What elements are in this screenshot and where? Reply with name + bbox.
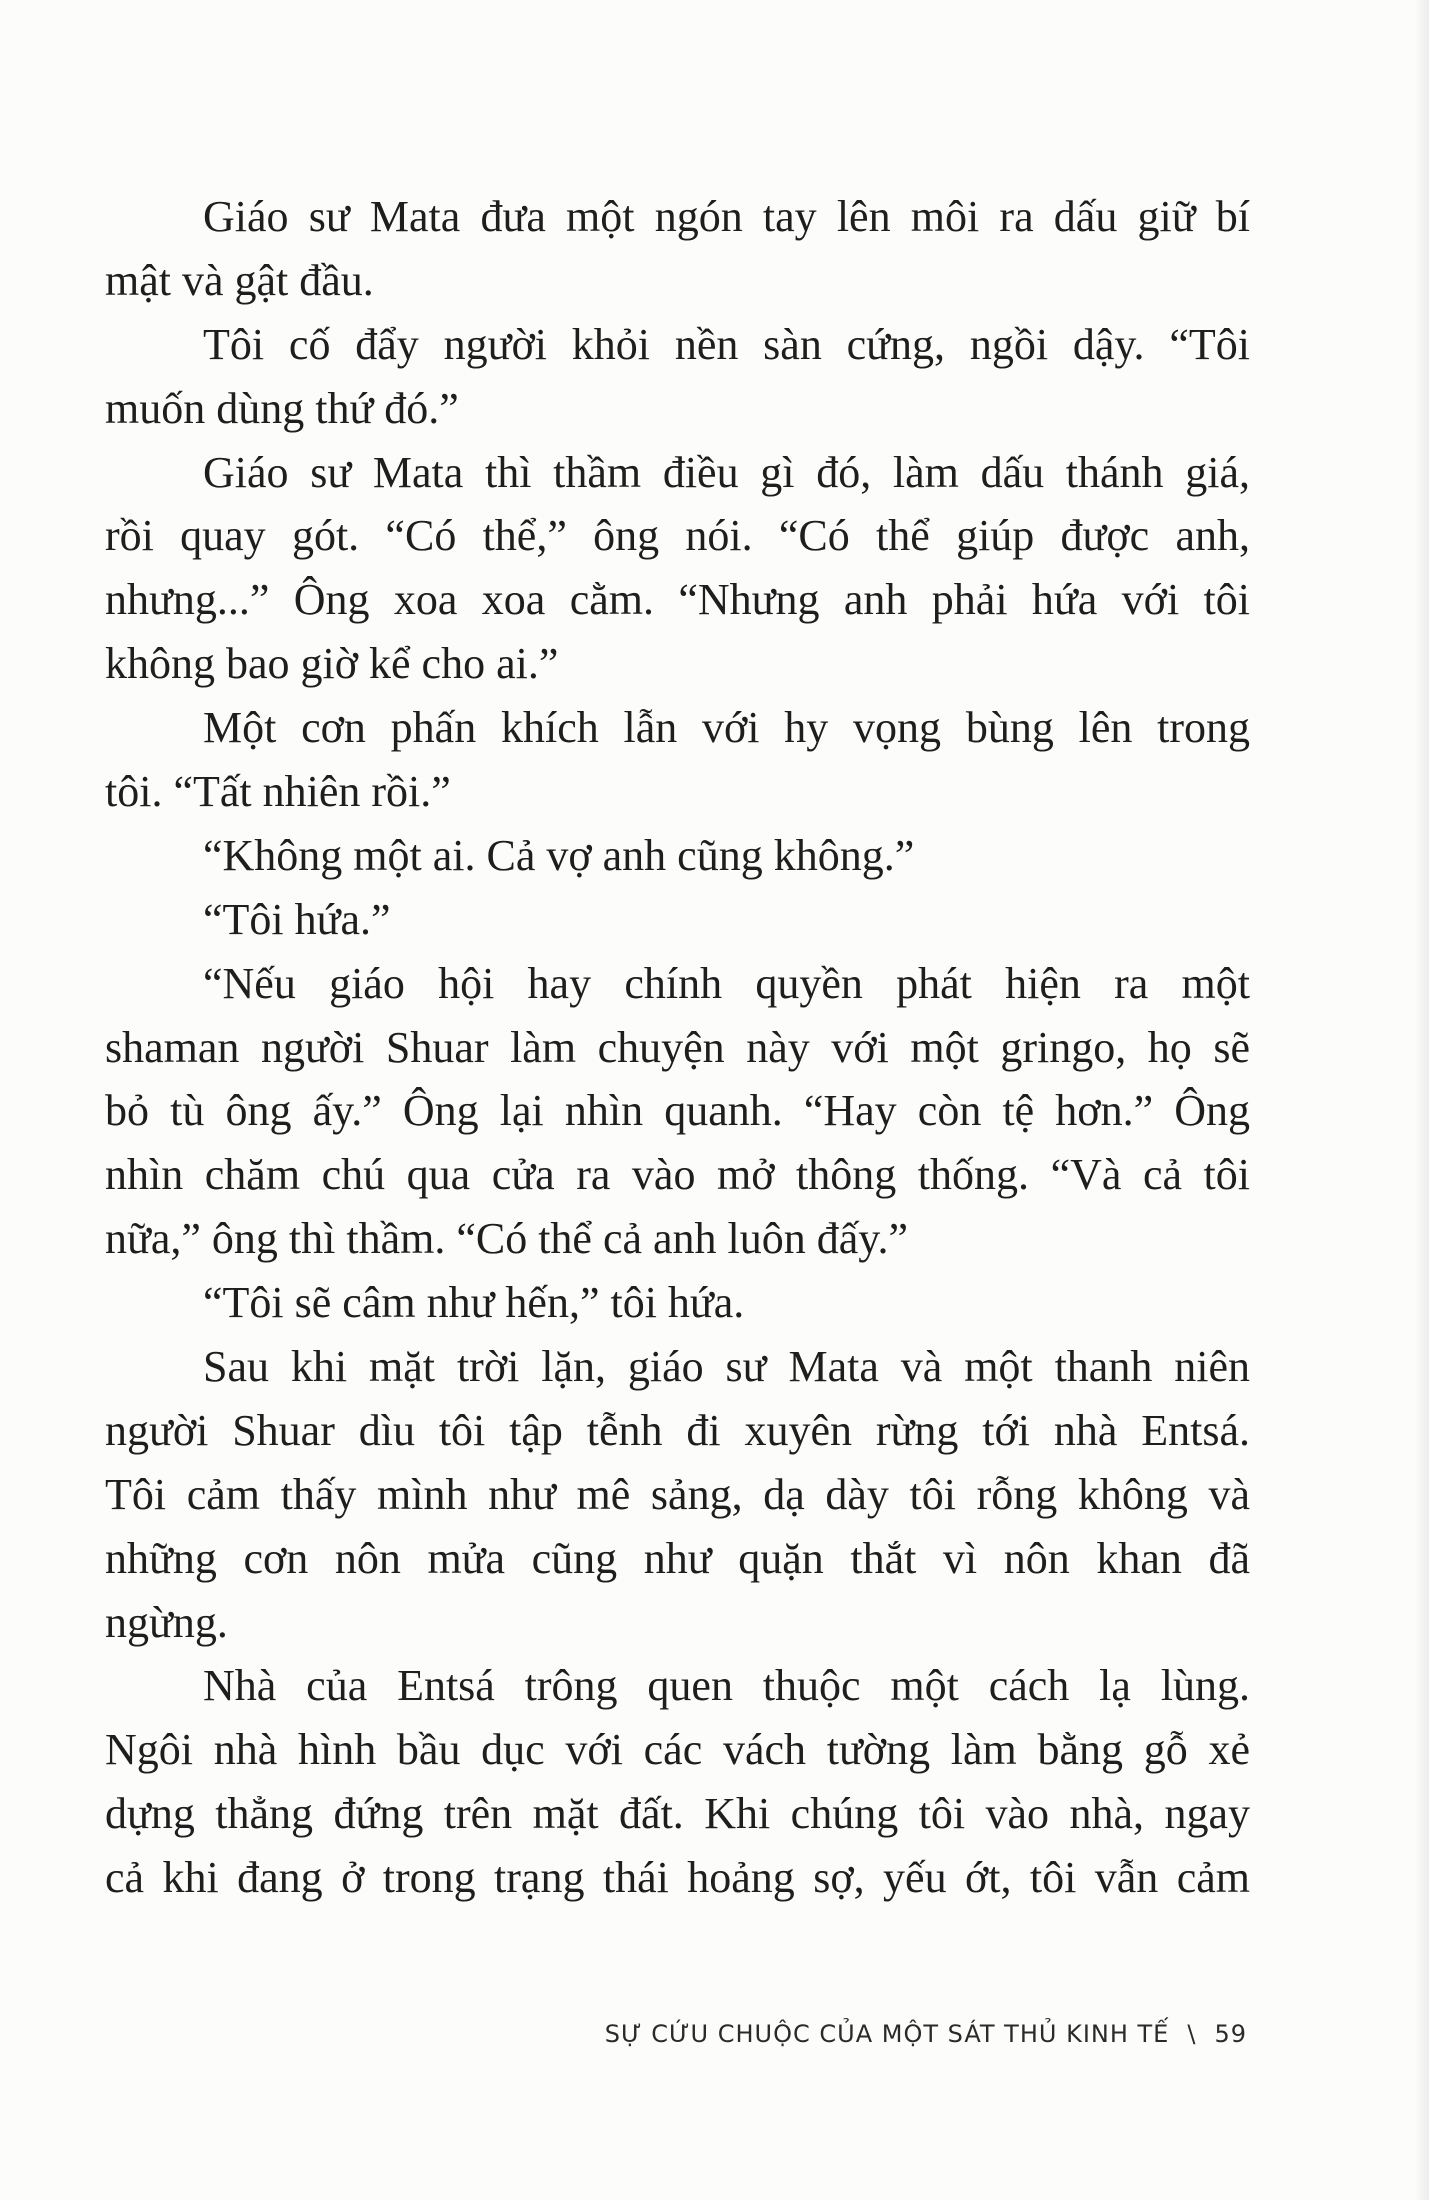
text-line: Tôi cố đẩy người khỏi nền sàn cứng, ngồi dậy. “Tôi	[203, 319, 1250, 369]
text-line: Tôi cảm thấy mình như mê sảng, dạ dày tôi rỗng không và	[105, 1469, 1250, 1519]
text-line: không bao giờ kể cho ai.”	[105, 639, 559, 689]
text-line: nữa,” ông thì thầm. “Có thể cả anh luôn đấy.”	[105, 1214, 908, 1264]
paragraph	[105, 824, 1250, 888]
paragraph	[105, 1335, 1250, 1654]
text-line: ngừng.	[105, 1597, 228, 1647]
paragraph	[105, 952, 1250, 1271]
text-line: Giáo sư Mata đưa một ngón tay lên môi ra dấu giữ bí	[203, 192, 1250, 241]
text-line: dựng thẳng đứng trên mặt đất. Khi chúng tôi vào nhà, ngay	[105, 1789, 1250, 1839]
paragraph	[105, 185, 1250, 313]
paragraph	[105, 1654, 1250, 1910]
paragraph	[105, 441, 1250, 697]
text-line: những cơn nôn mửa cũng như quặn thắt vì nôn khan đã	[105, 1533, 1250, 1583]
text-line: cả khi đang ở trong trạng thái hoảng sợ, yếu ớt, tôi vẫn cảm	[105, 1853, 1250, 1903]
text-line: Sau khi mặt trời lặn, giáo sư Mata và một thanh niên	[203, 1342, 1250, 1392]
footer-separator: \	[1187, 2020, 1197, 2048]
text-line: “Tôi hứa.”	[203, 894, 391, 944]
text-line: “Tôi sẽ câm như hến,” tôi hứa.	[203, 1278, 745, 1328]
text-line: Ngôi nhà hình bầu dục với các vách tường làm bằng gỗ xẻ	[105, 1725, 1250, 1775]
text-line: nhưng...” Ông xoa xoa cằm. “Nhưng anh phải hứa với tôi	[105, 575, 1250, 625]
running-title: SỰ CỨU CHUỘC CỦA MỘT SÁT THỦ KINH TẾ	[604, 2020, 1170, 2048]
text-line: người Shuar dìu tôi tập tễnh đi xuyên rừng tới nhà Entsá.	[105, 1405, 1250, 1455]
text-line: Nhà của Entsá trông quen thuộc một cách lạ lùng.	[203, 1661, 1250, 1711]
paragraph	[105, 888, 1250, 952]
text-line: nhìn chăm chú qua cửa ra vào mở thông thống. “Và cả tôi	[105, 1150, 1250, 1200]
paragraph	[105, 696, 1250, 824]
running-footer	[605, 2020, 1247, 2048]
text-line: mật và gật đầu.	[105, 255, 374, 305]
text-line: rồi quay gót. “Có thể,” ông nói. “Có thể giúp được anh,	[105, 511, 1250, 561]
page-number: 59	[1214, 2020, 1247, 2048]
text-line: Giáo sư Mata thì thầm điều gì đó, làm dấu thánh giá,	[203, 447, 1250, 497]
body-text	[105, 185, 1250, 1910]
text-line: “Nếu giáo hội hay chính quyền phát hiện ra một	[203, 958, 1250, 1008]
page-edge-shadow	[1415, 0, 1429, 2200]
text-line: tôi. “Tất nhiên rồi.”	[105, 767, 451, 817]
paragraph	[105, 313, 1250, 441]
text-line: bỏ tù ông ấy.” Ông lại nhìn quanh. “Hay còn tệ hơn.” Ông	[105, 1086, 1250, 1136]
text-line: shaman người Shuar làm chuyện này với một gringo, họ sẽ	[105, 1022, 1250, 1072]
text-line: muốn dùng thứ đó.”	[105, 383, 459, 433]
paragraph	[105, 1271, 1250, 1335]
text-line: “Không một ai. Cả vợ anh cũng không.”	[203, 830, 915, 880]
text-line: Một cơn phấn khích lẫn với hy vọng bùng lên trong	[203, 703, 1250, 753]
